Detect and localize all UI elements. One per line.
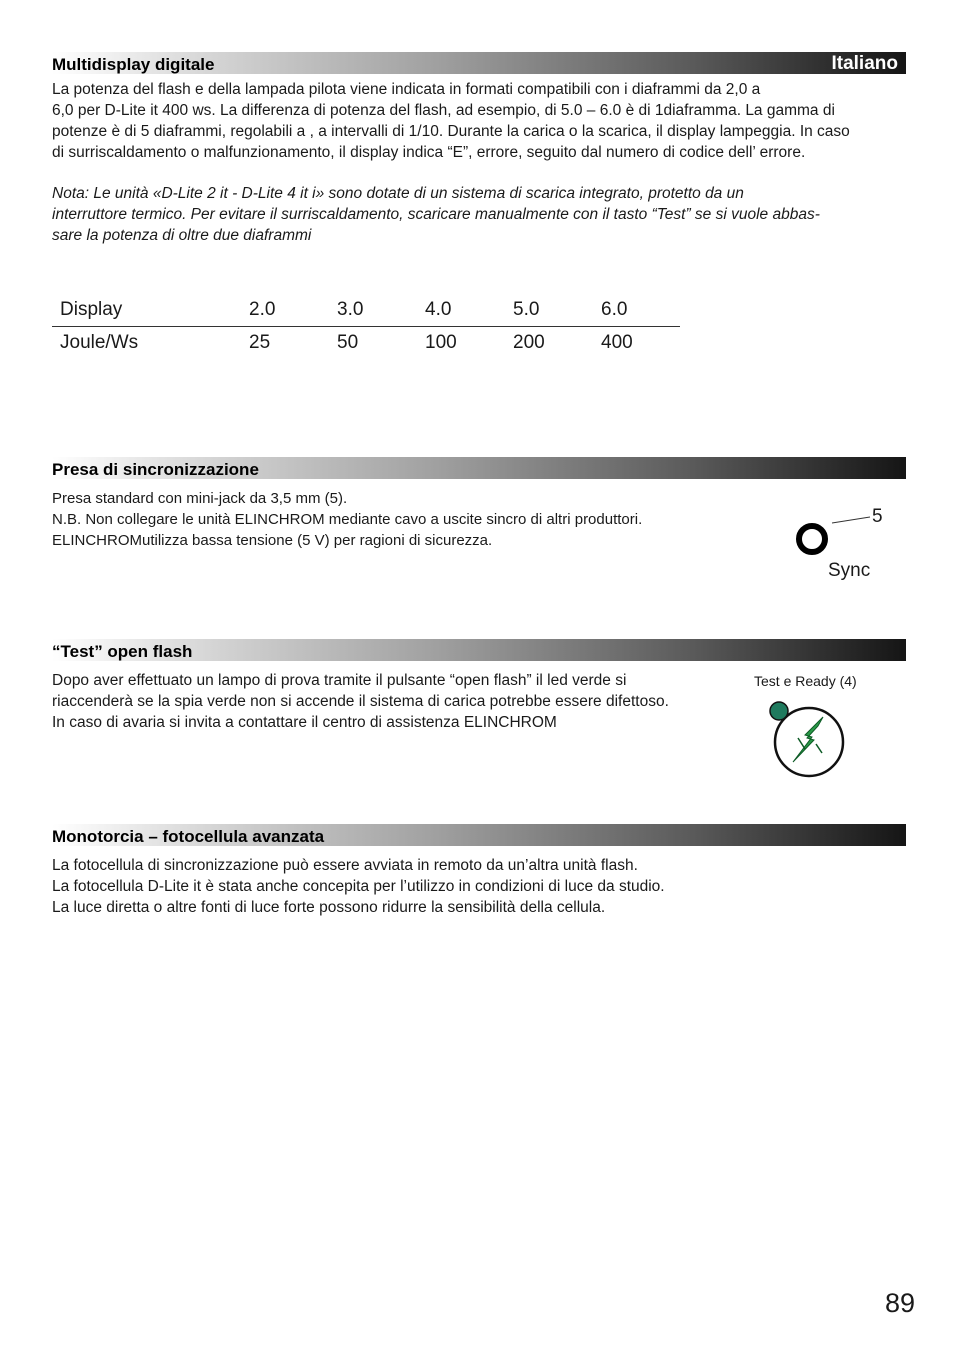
body-line: La potenza del flash e della lampada pilota viene indicata in formati compatibili con i diaframmi da 2,0 a bbox=[52, 81, 761, 98]
test-ready-figure bbox=[765, 698, 850, 783]
body-line: di surriscaldamento o malfunzionamento, il display indica “E”, errore, seguito dal numero di codice dell’ errore. bbox=[52, 144, 806, 161]
callout-line bbox=[832, 517, 870, 523]
body-line: N.B. Non collegare le unità ELINCHROM mediante cavo a uscite sincro di altri produttori. bbox=[52, 511, 643, 528]
section-header-sync bbox=[52, 457, 906, 479]
section-header-test bbox=[52, 639, 906, 661]
table-row bbox=[52, 294, 680, 327]
body-line: La fotocellula di sincronizzazione può essere avviata in remoto da un’altra unità flash. bbox=[52, 857, 638, 874]
body-line: 6,0 per D-Lite it 400 ws. La differenza di potenza del flash, ad esempio, di 5.0 – 6.0 è di 1diaframma. La gamma di bbox=[52, 102, 835, 119]
table-cell: 5.0 bbox=[513, 294, 601, 327]
table-row bbox=[52, 327, 680, 360]
section-title: Presa di sincronizzazione bbox=[52, 460, 259, 479]
section-header-monotorcia bbox=[52, 824, 906, 846]
section-header-multidisplay bbox=[52, 52, 906, 74]
body-line: potenze è di 5 diaframmi, regolabili a , a intervalli di 1/10. Durante la carica o la scarica, il display lampeggia. In caso bbox=[52, 123, 850, 140]
table-cell: 25 bbox=[249, 332, 271, 353]
body-line: Presa standard con mini-jack da 3,5 mm (5). bbox=[52, 490, 348, 507]
multidisplay-note bbox=[52, 183, 912, 246]
body-line: La luce diretta o altre fonti di luce forte possono ridurre la sensibilità della cellula. bbox=[52, 899, 606, 916]
body-line: Dopo aver effettuato un lampo di prova tramite il pulsante “open flash” il led verde si bbox=[52, 672, 627, 689]
table-row-label: Joule/Ws bbox=[60, 332, 139, 353]
test-figure-label: Test e Ready (4) bbox=[754, 673, 857, 689]
table-cell: 6.0 bbox=[601, 294, 680, 327]
ready-led-icon bbox=[770, 702, 788, 720]
table-cell: 200 bbox=[513, 332, 545, 353]
section-title: “Test” open flash bbox=[52, 642, 193, 661]
table-cell: 100 bbox=[425, 332, 457, 353]
sync-socket-icon bbox=[799, 526, 825, 552]
body-line: riaccenderà se la spia verde non si accende il sistema di carica potrebbe essere difettoso. bbox=[52, 693, 669, 710]
table-cell: 3.0 bbox=[337, 294, 425, 327]
table-cell: 400 bbox=[601, 332, 633, 353]
body-line: In caso di avaria si invita a contattare il centro di assistenza ELINCHROM bbox=[52, 714, 557, 731]
note-line: interruttore termico. Per evitare il surriscaldamento, scaricare manualmente con il tasto “Test” se si vuole abbas- bbox=[52, 206, 820, 223]
body-line: ELINCHROMutilizza bassa tensione (5 V) per ragioni di sicurezza. bbox=[52, 532, 493, 549]
table-row-label: Display bbox=[52, 294, 249, 327]
multidisplay-body bbox=[52, 79, 912, 163]
monotorcia-body bbox=[52, 855, 912, 918]
page-number: 89 bbox=[885, 1288, 916, 1318]
table-cell: 4.0 bbox=[425, 294, 513, 327]
table-cell: 2.0 bbox=[249, 294, 337, 327]
sync-body bbox=[52, 488, 912, 551]
note-line: sare la potenza di oltre due diaframmi bbox=[52, 227, 312, 244]
table-cell: 50 bbox=[337, 332, 359, 353]
sync-figure-label: Sync bbox=[828, 560, 871, 581]
section-title: Monotorcia – fotocellula avanzata bbox=[52, 827, 325, 846]
sync-figure-number: 5 bbox=[872, 506, 883, 527]
power-table bbox=[52, 294, 680, 359]
language-label: Italiano bbox=[831, 53, 898, 74]
section-title: Multidisplay digitale bbox=[52, 55, 215, 74]
body-line: La fotocellula D-Lite it è stata anche concepita per l’utilizzo in condizioni di luce da studio. bbox=[52, 878, 665, 895]
note-line: Nota: Le unità «D-Lite 2 it - D-Lite 4 it i» sono dotate di un sistema di scarica integrato, protetto da un bbox=[52, 185, 744, 202]
